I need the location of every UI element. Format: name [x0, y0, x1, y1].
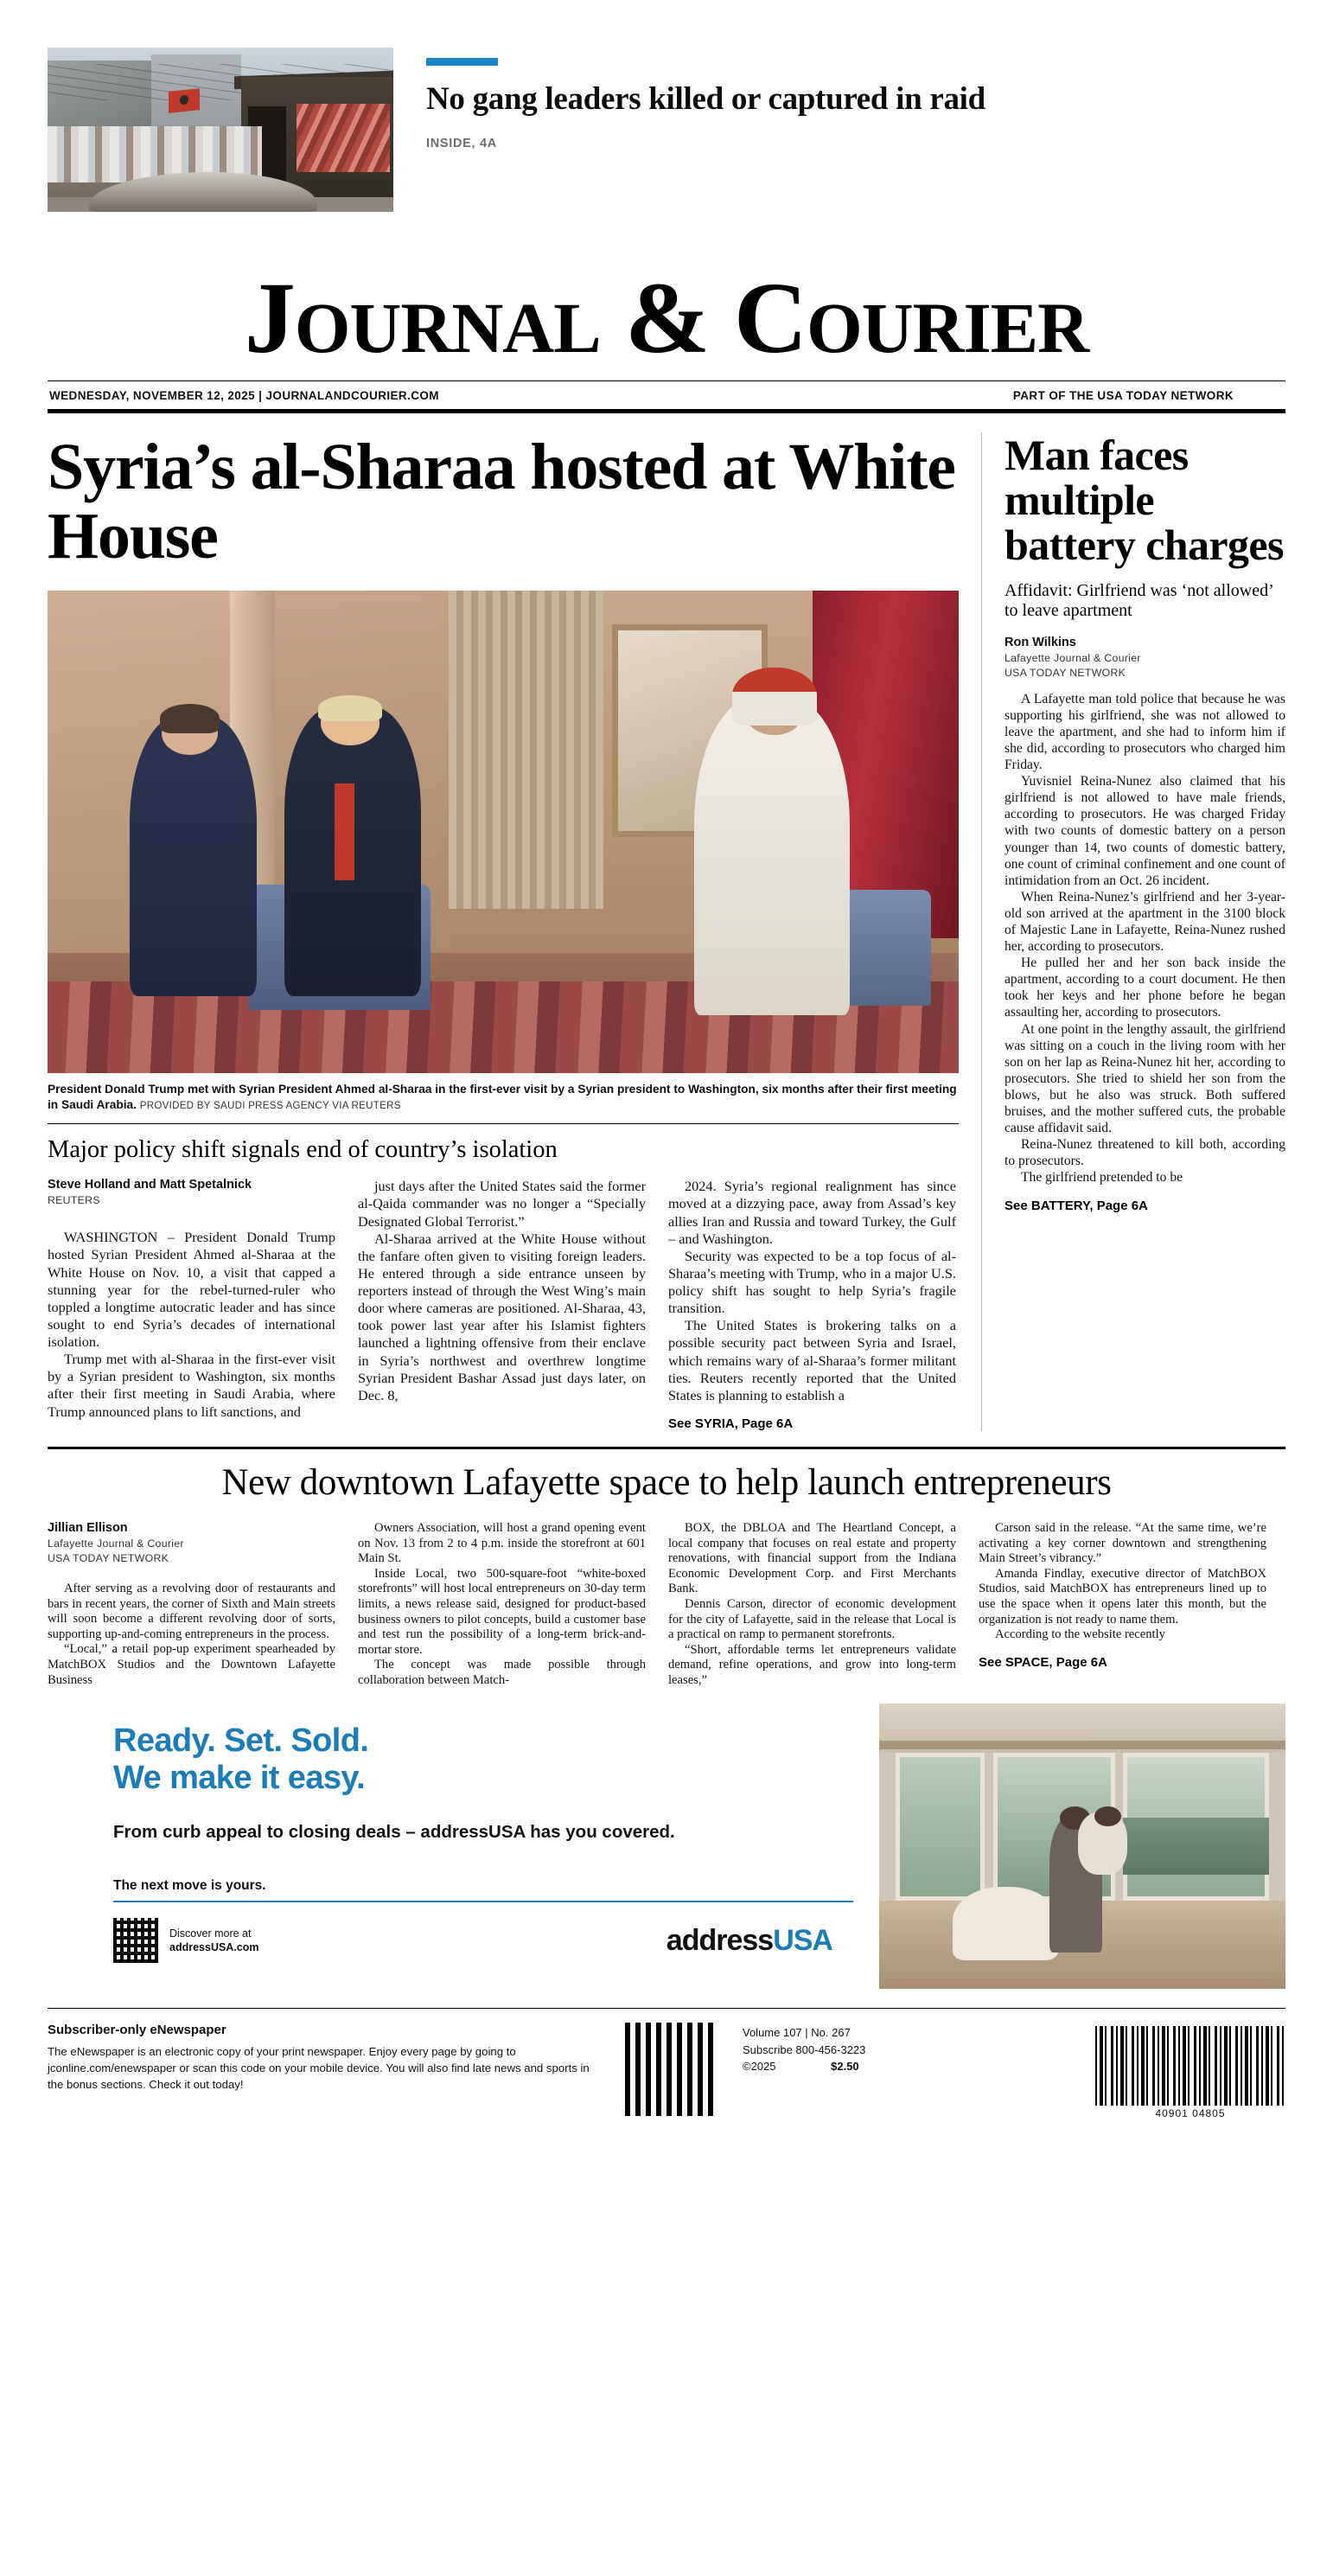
rail-byline-name: Ron Wilkins	[1005, 635, 1076, 649]
footer-price: $2.50	[831, 2060, 859, 2074]
lead-column-3	[668, 1178, 956, 1431]
story2-paragraph: Amanda Findlay, executive director of MatchBOX Studios, said MatchBOX has entrepreneurs lined up to use the space when it opens later this month, but the organization is not ready to name them.	[979, 1566, 1266, 1627]
rail-paragraph: A Lafayette man told police that because he was supporting his girlfriend, she was not allowed to leave the apartment, and she had to inform him if she did, according to prosecutors who charged him Friday.	[1005, 691, 1285, 773]
barcode-bars	[1095, 2026, 1285, 2106]
lead-paragraph: WASHINGTON – President Donald Trump hosted Syrian President Ahmed al-Sharaa at the White House on Nov. 10, a visit that capped a stunning year for the rebel-turned-ruler who toppled a longtime autocratic leader and has since sought to end Syria’s decades of international isolation.	[48, 1229, 335, 1351]
ad-divider	[113, 1901, 853, 1902]
caption-text: President Donald Trump met with Syrian President Ahmed al-Sharaa in the first-ever visit by a Syrian president to Washington, six months after their first meeting in Saudi Arabia.	[48, 1083, 957, 1112]
ad-subhead: From curb appeal to closing deals – addressUSA has you covered.	[113, 1821, 675, 1842]
barcode-number: 40901 04805	[1155, 2107, 1226, 2120]
lead-body-columns	[48, 1178, 959, 1431]
footer	[48, 2009, 1285, 2119]
rail-paragraph: Yuvisniel Reina-Nunez also claimed that his girlfriend is not allowed to have male friends, according to prosecutors. He was charged Friday with two counts of domestic battery on a person younger than 14, two counts of domestic battery, one count of criminal confinement and one count of intimidation from an Oct. 26 incident.	[1005, 774, 1285, 888]
qr-code-icon[interactable]	[113, 1918, 158, 1963]
story2-paragraph: Inside Local, two 500-square-foot “white-boxed storefronts” will host local entrepreneurs on 30-day term limits, a news release said, designed for product-based business owners to pilot concepts, build a customer base and test run the possibility of a long-term brick-and-mortar store.	[358, 1566, 646, 1657]
lead-column-1	[48, 1178, 335, 1431]
footer-volume: Volume 107 | No. 267	[743, 2026, 851, 2040]
ad-qr-label-line1: Discover more at	[169, 1927, 252, 1940]
story2-paragraph: “Local,” a retail pop-up experiment spearheaded by MatchBOX Studios and the Downtown Lafayette Business	[48, 1642, 335, 1687]
rail-story	[981, 432, 1285, 1431]
lead-photo-caption	[48, 1082, 959, 1113]
footer-subscribe[interactable]: Subscribe 800-456-3223	[743, 2042, 866, 2056]
story2-byline-org-2: USA TODAY NETWORK	[48, 1552, 169, 1565]
lead-paragraph: 2024. Syria’s regional realignment has since moved at a dizzying pace, away from Assad’s key allies Iran and Russia and toward Turkey, the Gulf – and Washington.	[668, 1178, 956, 1247]
rail-paragraph: The girlfriend pretended to be	[1021, 1170, 1183, 1186]
story2-paragraph: After serving as a revolving door of restaurants and bars in recent years, the corner of Sixth and Main streets will soon become a different revolving door of sorts, supporting up-and-coming entrepreneurs in the process.	[48, 1582, 335, 1641]
teaser-headline[interactable]: No gang leaders killed or captured in raid	[426, 81, 985, 117]
rail-deck: Affidavit: Girlfriend was ‘not allowed’ to leave apartment	[1005, 580, 1273, 621]
photo-credit: PROVIDED BY SAUDI PRESS AGENCY VIA REUTERS	[139, 1100, 401, 1112]
rail-headline[interactable]: Man faces multiple battery charges	[1005, 430, 1284, 569]
masthead-rule-bottom	[48, 409, 1285, 413]
lead-divider	[48, 1123, 959, 1124]
masthead-network: PART OF THE USA TODAY NETWORK	[1012, 388, 1234, 402]
lead-paragraph: Trump met with al-Sharaa in the first-ever visit by a Syrian president to Washington, six months after their first meeting in Saudi Arabia, where Trump announced plans to lift sanctions, and	[48, 1351, 335, 1420]
advertisement[interactable]	[48, 1703, 1285, 1989]
lead-deck: Major policy shift signals end of country’s isolation	[48, 1136, 558, 1164]
ad-qr-label-line2[interactable]: addressUSA.com	[169, 1941, 259, 1954]
story2-column-4	[979, 1521, 1266, 1688]
lead-byline-name: Steve Holland and Matt Spetalnick	[48, 1178, 252, 1192]
rail-paragraph: Reina-Nunez threatened to kill both, according to prosecutors.	[1005, 1137, 1285, 1169]
story2-top-rule	[48, 1447, 1285, 1449]
barcode	[1095, 2023, 1285, 2119]
ad-logo-part2: USA	[773, 1923, 832, 1957]
lead-byline-org: REUTERS	[48, 1194, 100, 1207]
ad-photo	[879, 1703, 1285, 1989]
rail-paragraph: He pulled her and her son back inside the apartment, according to a court document. He then took her keys and her phone before he began assaulting her, according to prosecutors.	[1005, 956, 1285, 1020]
lead-column-2	[358, 1178, 646, 1431]
top-teaser[interactable]	[48, 0, 1285, 212]
story2-byline-org-1: Lafayette Journal & Courier	[48, 1537, 184, 1550]
lead-headline[interactable]: Syria’s al-Sharaa hosted at White House	[48, 430, 955, 573]
story2-column-1	[48, 1521, 335, 1688]
lead-jump-line[interactable]: See SYRIA, Page 6A	[668, 1416, 794, 1431]
ad-logo[interactable]	[666, 1924, 853, 1958]
story2-byline-name: Jillian Ellison	[48, 1521, 128, 1536]
teaser-photo	[48, 48, 393, 212]
story2-paragraph: Carson said in the release. “At the same time, we’re activating a key corner downtown and strengthening Main Street’s vibrancy.”	[979, 1521, 1266, 1566]
masthead	[48, 261, 1285, 413]
story2-paragraph: “Short, affordable terms let entrepreneurs validate demand, refine operations, and grow into long-term leases,”	[668, 1642, 956, 1687]
teaser-accent-rule	[426, 58, 498, 66]
lead-paragraph: Security was expected to be a top focus of al-Sharaa’s meeting with Trump, who in a major U.S. policy shift has sought to help Syria’s fragile transition.	[668, 1247, 956, 1317]
story2-column-2	[358, 1521, 646, 1688]
footer-body: The eNewspaper is an electronic copy of your print newspaper. Enjoy every page by going to jconline.com/enewspaper or scan this code on your mobile device. You will also find late news and sports in the bonus sections. Check it out today!	[48, 2045, 590, 2091]
rail-jump-line[interactable]: See BATTERY, Page 6A	[1005, 1198, 1148, 1213]
ad-headline-line1: Ready. Set. Sold.	[113, 1723, 369, 1760]
rail-byline-org-1: Lafayette Journal & Courier	[1005, 651, 1141, 664]
ad-tagline: The next move is yours.	[113, 1878, 266, 1894]
rail-paragraph: When Reina-Nunez’s girlfriend and her 3-year-old son arrived at the apartment in the 3100 block of Majestic Lane in Lafayette, Reina-Nunez rushed her, according to prosecutors.	[1005, 889, 1285, 955]
story2-column-3	[668, 1521, 956, 1688]
lead-paragraph: just days after the United States said the former al-Qaida commander was no longer a “Specially Designated Global Terrorist.”	[358, 1178, 646, 1230]
lead-paragraph: Al-Sharaa arrived at the White House without the fanfare often given to visiting foreign leaders. He entered through a side entrance unseen by reporters instead of through the West Wing’s main door where cameras are positioned. Al-Sharaa, 43, took power last year after his Islamist fighters launched a lightning offensive from their enclave in Syria’s northwest and overthrew longtime Syrian President Bashar Assad just days later, on Dec. 8,	[358, 1230, 646, 1403]
footer-qr-code-icon[interactable]	[625, 2023, 718, 2116]
story2-paragraph: Owners Association, will host a grand opening event on Nov. 13 from 2 to 4 p.m. inside the storefront at 601 Main St.	[358, 1521, 646, 1566]
rail-body	[1005, 691, 1285, 1213]
story2-paragraph: The concept was made possible through collaboration between Match-	[358, 1658, 646, 1687]
footer-copyright: ©2025	[743, 2060, 776, 2074]
rail-byline-org-2: USA TODAY NETWORK	[1005, 666, 1126, 679]
story2-columns	[48, 1521, 1285, 1688]
masthead-title: Journal & Courier	[244, 261, 1089, 374]
main-content-grid	[48, 432, 1285, 1431]
story2-headline[interactable]: New downtown Lafayette space to help launch entrepreneurs	[221, 1461, 1112, 1503]
lead-photo	[48, 591, 959, 1073]
story2-paragraph: Dennis Carson, director of economic development for the city of Lafayette, said in the release that Local is a practical on ramp to permanent storefronts.	[668, 1597, 956, 1642]
masthead-dateline: WEDNESDAY, NOVEMBER 12, 2025 | JOURNALANDCOURIER.COM	[49, 388, 439, 402]
teaser-inside-label: INSIDE, 4A	[426, 136, 497, 150]
ad-logo-part1: address	[666, 1923, 774, 1957]
story2-paragraph: According to the website recently	[995, 1627, 1165, 1642]
story2-jump-line[interactable]: See SPACE, Page 6A	[979, 1654, 1107, 1670]
footer-title: Subscriber-only eNewspaper	[48, 2023, 226, 2038]
story2	[48, 1463, 1285, 1689]
rail-paragraph: At one point in the lengthy assault, the girlfriend was sitting on a couch in the living room with her son on her lap as Reina-Nunez hit her, according to prosecutors. She tried to shield her son from the blows, but he also was struck. Both suffered bruises, and the mother suffered cuts, the probable cause affidavit said.	[1005, 1021, 1285, 1136]
lead-story	[48, 432, 981, 1431]
story2-paragraph: BOX, the DBLOA and The Heartland Concept, a local company that focuses on real estate and property renovations, with financial support from the Indiana Economic Development Corp. and First Merchants Bank.	[668, 1521, 956, 1596]
ad-headline-line2: We make it easy.	[113, 1760, 366, 1797]
lead-paragraph: The United States is brokering talks on a possible security pact between Syria and Israel, which remains wary of al-Sharaa’s former militant ties. Reuters recently reported that the United States is planning to establish a	[668, 1317, 956, 1403]
